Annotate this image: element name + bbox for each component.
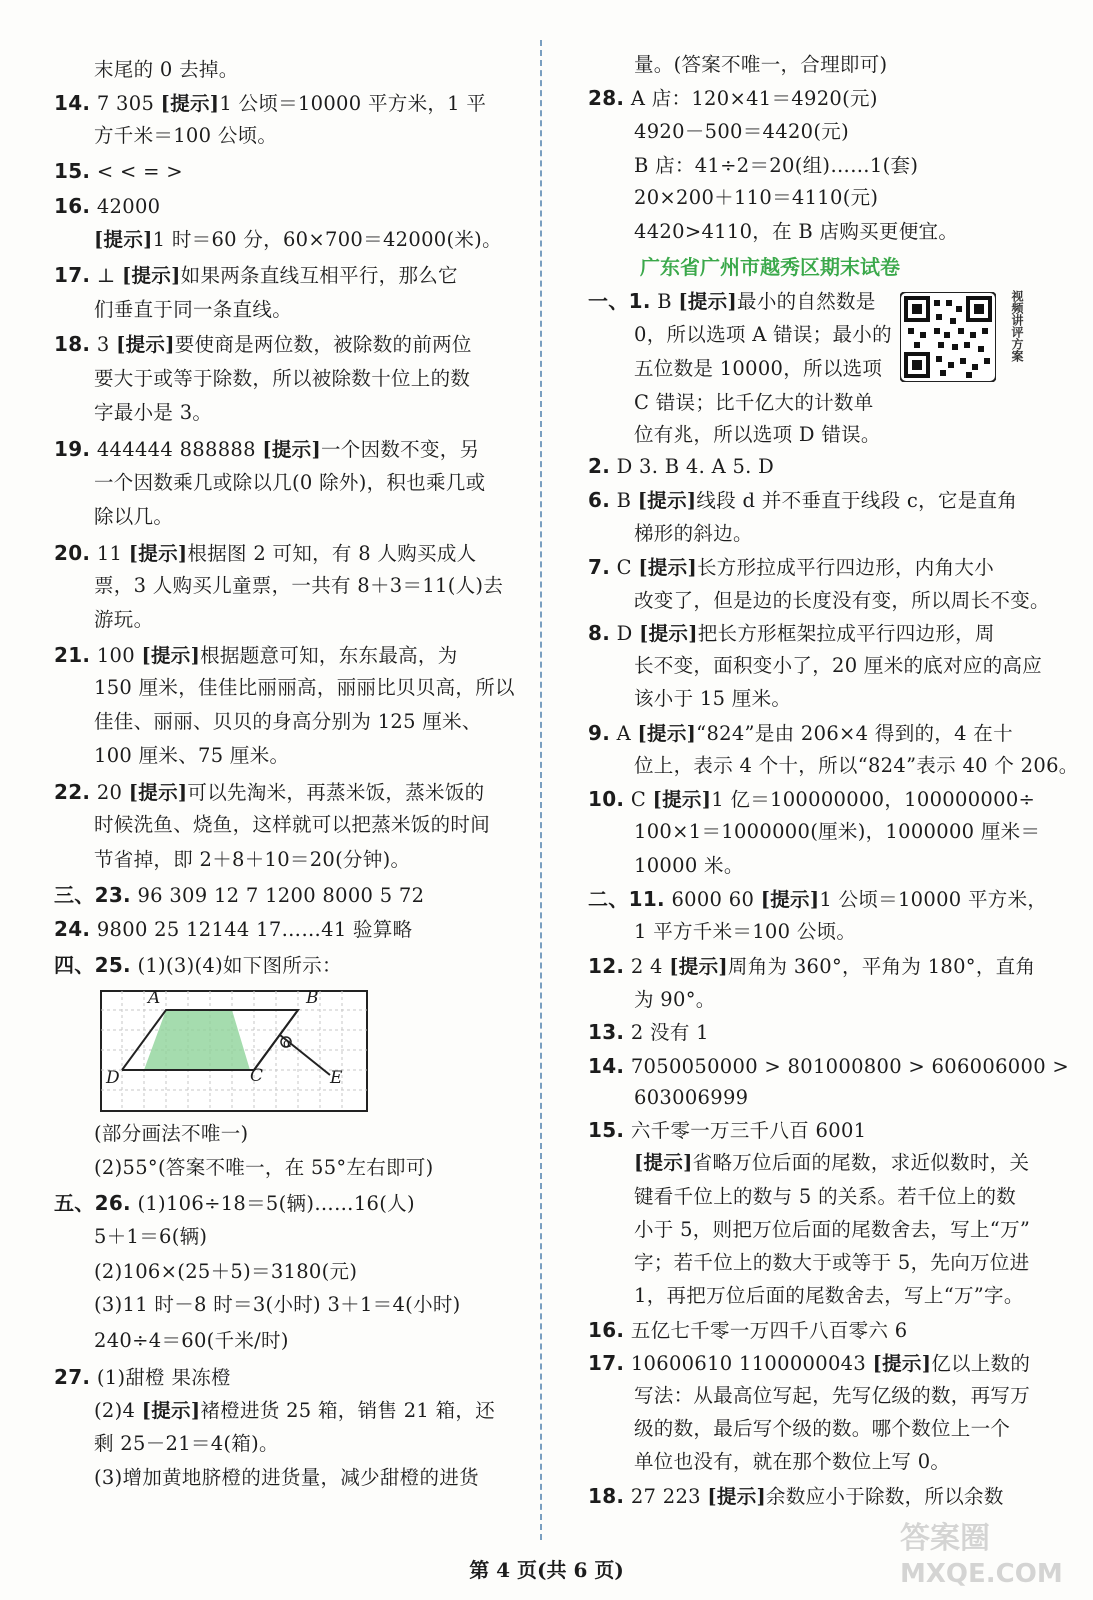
line-text: 1，再把万位后面的尾数舍去，写上“万”字。 [634,1284,1024,1307]
text-line [634,651,1042,681]
text-line [54,1188,415,1219]
line-text: B 店：41÷2＝20(组)……1(套) [634,154,919,177]
text-line [94,1326,289,1356]
line-text: 票，3 人购买儿童票，一共有 8＋3＝11(人)去 [94,574,504,597]
text-line [94,1396,495,1426]
line-text: 3 [96,333,117,356]
hint-text: 褚橙进货 25 箱，销售 21 箱，还 [200,1399,496,1422]
item-number: 9. [588,721,611,745]
text-line [94,1153,434,1183]
text-line [634,917,856,947]
hint-tag: [提示] [638,556,697,579]
item-number: 三、23. [54,883,131,907]
hint-tag: [提示] [141,644,201,667]
line-text: B [657,290,679,313]
text-line [588,286,876,317]
hint-text: 根据图 2 可知，有 8 人购买成人 [187,542,477,565]
line-text: 梯形的斜边。 [634,522,753,545]
hint-text: 如果两条直线互相平行，那么它 [180,264,458,287]
hint-tag: [提示] [141,1399,201,1422]
hint-tag: [提示] [637,722,697,745]
text-line [54,950,342,981]
text-line [634,851,744,881]
text-line [94,707,482,737]
hint-tag: [提示] [637,489,697,512]
text-line [634,684,791,714]
line-text: (部分画法不唯一) [94,1122,249,1145]
section-title: 广东省广州市越秀区期末试卷 [640,255,900,279]
line-text: 键看千位上的数与 5 的关系。若千位上的数 [634,1185,1017,1208]
line-text: 1 平方千米＝100 公顷。 [634,920,857,943]
line-text: 10600610 1100000043 [630,1352,873,1375]
column-divider [540,40,542,1540]
text-line [94,1119,248,1149]
item-number: 18. [54,332,91,356]
text-line [588,1348,1030,1379]
line-text: C [616,556,639,579]
text-line [54,1362,231,1393]
text-line [588,618,995,649]
line-text: 2 没有 1 [630,1021,709,1044]
text-line [634,519,753,549]
line-text: (1)106÷18＝5(辆)……16(人) [137,1192,415,1215]
line-text: 603006999 [634,1086,749,1109]
watermark-logo [890,1510,1080,1590]
text-line [94,1222,207,1252]
text-line [588,884,1047,915]
text-line [634,1215,1030,1245]
text-line [588,451,774,482]
text-line [588,951,1035,982]
text-line [54,191,160,222]
text-line [94,121,277,151]
hint-tag: [提示] [652,788,712,811]
hint-text: 要使商是两位数，被除数的前两位 [174,333,472,356]
item-number: 20. [54,541,91,565]
hint-tag: [提示] [872,1352,932,1375]
hint-tag: [提示] [678,290,738,313]
geometry-figure [100,990,368,1112]
line-text: 节省掉，即 2＋8＋10＝20(分钟)。 [94,848,411,871]
text-line [94,571,503,601]
text-line [94,55,239,85]
text-line [588,552,994,583]
line-text: B [616,489,638,512]
item-number: 17. [588,1351,625,1375]
text-line [634,151,918,181]
line-text: 20×200＋110＝4110(元) [634,186,879,209]
text-line [588,1481,1004,1512]
hint-text: 亿以上数的 [931,1352,1031,1375]
text-line [634,817,1040,847]
text-line [634,1447,950,1477]
text-line [94,364,470,394]
text-line [588,1017,709,1048]
hint-text: 线段 d 并不垂直于线段 c，它是直角 [696,489,1018,512]
line-text: 150 厘米，佳佳比丽丽高，丽丽比贝贝高，所以 [94,676,515,699]
text-line [54,260,458,291]
item-number: 6. [588,488,611,512]
item-number: 15. [54,159,91,183]
line-text: 末尾的 0 去掉。 [94,58,239,81]
hint-tag: [提示] [262,438,321,461]
hint-tag: [提示] [639,622,698,645]
item-number: 15. [588,1118,625,1142]
hint-text: 周角为 360°，平角为 180°，直角 [727,955,1036,978]
item-number: 2. [588,454,611,478]
hint-tag: [提示] [121,264,181,287]
text-line [634,388,874,418]
hint-tag: [提示] [760,888,820,911]
hint-text: “824”是由 206×4 得到的，4 在十 [696,722,1013,745]
item-number: 二、11. [588,887,665,911]
text-line [94,398,212,428]
line-text: 7050050000 > 801000800 > 606006000 > [630,1055,1070,1078]
line-text: 五亿七千零一万四千八百零六 6 [630,1319,908,1342]
svg-text:MXQE.COM: MXQE.COM [900,1559,1063,1589]
hint-tag: [提示] [634,1151,693,1174]
line-text: 5＋1＝6(辆) [94,1225,208,1248]
item-number: 10. [588,787,625,811]
text-line [588,1051,1069,1082]
hint-text: 1 公顷＝10000 平方米，1 平 [219,92,487,115]
text-line [588,83,878,114]
hint-tag: [提示] [160,92,220,115]
line-text: 要大于或等于除数，所以被除数十位上的数 [94,367,471,390]
figure-point-label: D [106,1068,120,1088]
text-line [94,673,515,703]
line-text: 7 305 [96,92,161,115]
line-text: 除以几。 [94,505,174,528]
line-text: 0，所以选项 A 错误；最小的 [634,323,892,346]
hint-text: 长方形拉成平行四边形，内角大小 [697,556,995,579]
text-line [588,485,1017,516]
text-line [634,586,1050,616]
text-line [94,810,490,840]
line-text: A 店：120×41＝4920(元) [630,87,878,110]
qr-label: 视频讲评方案 [1010,290,1024,362]
text-line [54,88,486,119]
line-text: 该小于 15 厘米。 [634,687,792,710]
item-number: 五、26. [54,1191,131,1215]
item-number: 28. [588,86,625,110]
text-line [94,1429,279,1459]
text-line [94,468,485,498]
hint-text: 根据题意可知，东东最高，为 [200,644,458,667]
svg-text:答案圈: 答案圈 [900,1521,990,1556]
text-line [634,1148,1029,1178]
line-text: 10000 米。 [634,854,744,877]
text-line [54,880,424,911]
item-number: 14. [54,91,91,115]
item-number: 8. [588,621,611,645]
text-line [634,320,892,350]
line-text: 27 223 [630,1485,708,1508]
line-text: 2 4 [630,955,670,978]
item-number: 24. [54,917,91,941]
text-line [634,1083,748,1113]
figure-angle-mark: α [283,1036,292,1050]
line-text: 方千米＝100 公顷。 [94,124,278,147]
hint-text: 最小的自然数是 [737,290,876,313]
item-number: 18. [588,1484,625,1508]
line-text: 100 [96,644,142,667]
text-line [634,420,881,450]
item-number: 16. [588,1318,625,1342]
line-text: ⊥ [96,264,122,287]
line-text: 位有兆，所以选项 D 错误。 [634,423,881,446]
text-line [54,640,458,671]
qr-code [900,292,996,382]
item-number: 一、1. [588,289,651,313]
line-text: 4420>4110，在 B 店购买更便宜。 [634,220,959,243]
line-text: 写法：从最高位写起，先写亿级的数，再写万 [634,1384,1031,1407]
hint-text: 把长方形框架拉成平行四边形，周 [697,622,995,645]
text-line [54,329,472,360]
hint-tag: [提示] [128,542,188,565]
line-text: 小于 5，则把万位后面的尾数舍去，写上“万” [634,1218,1031,1241]
text-line [634,1381,1030,1411]
hint-text: 1 公顷＝10000 平方米， [819,888,1048,911]
line-text: 9800 25 12144 17……41 验算略 [96,918,413,941]
line-text: 4920－500＝4420(元) [634,120,849,143]
item-number: 21. [54,643,91,667]
item-number: 22. [54,780,91,804]
item-number: 四、25. [54,953,131,977]
text-line [54,156,183,187]
hint-tag: [提示] [669,955,728,978]
line-text: 6000 60 [671,888,761,911]
text-line [94,295,292,325]
text-line [634,751,1079,781]
hint-text: 省略万位后面的尾数，求近似数时，关 [692,1151,1030,1174]
line-text: 100×1＝1000000(厘米)，1000000 厘米＝ [634,820,1041,843]
line-text: (3)增加黄地脐橙的进货量，减少甜橙的进货 [94,1466,479,1489]
hint-tag: [提示] [707,1485,767,1508]
hint-tag: [提示] [116,333,175,356]
text-line [54,914,412,945]
line-text: 长不变，面积变小了，20 厘米的底对应的高应 [634,654,1043,677]
hint-text: 可以先淘米，再蒸米饭，蒸米饭的 [187,781,485,804]
line-text: A [616,722,638,745]
text-line [588,718,1013,749]
text-line [54,538,476,569]
text-line [634,217,958,247]
hint-text: 1 亿＝100000000，100000000÷ [711,788,1036,811]
text-line [94,845,410,875]
line-text: 佳佳、丽丽、贝贝的身高分别为 125 厘米、 [94,710,482,733]
text-line [634,1248,1029,1278]
figure-point-label: E [330,1068,343,1088]
text-line [634,354,882,384]
line-text: 444444 888888 [96,438,263,461]
line-text: 级的数，最后写个级的数。哪个数位上一个 [634,1417,1011,1440]
line-text: 240÷4＝60(千米/时) [94,1329,289,1352]
text-line [94,741,289,771]
figure-point-label: A [148,988,161,1008]
line-text: 位上，表示 4 个十，所以“824”表示 40 个 206。 [634,754,1079,777]
line-text: 单位也没有，就在那个数位上写 0。 [634,1450,951,1473]
page-footer: 第 4 页(共 6 页) [469,1558,624,1582]
text-line [634,985,716,1015]
hint-text: 一个因数不变，另 [320,438,480,461]
line-text: 剩 25－21＝4(箱)。 [94,1432,279,1455]
line-text: (3)11 时－8 时＝3(小时) 3＋1＝4(小时) [94,1293,461,1316]
item-number: 12. [588,954,625,978]
line-text: 五位数是 10000，所以选项 [634,357,883,380]
line-text: 字；若千位上的数大于或等于 5，先向万位进 [634,1251,1030,1274]
line-text: 11 [96,542,129,565]
item-number: 14. [588,1054,625,1078]
text-line [94,1290,461,1320]
line-text: 时候洗鱼、烧鱼，这样就可以把蒸米饭的时间 [94,813,491,836]
line-text: D 3. B 4. A 5. D [616,455,775,478]
text-line [94,225,502,255]
text-line [54,777,484,808]
line-text: 游玩。 [94,608,154,631]
text-line [94,605,153,635]
item-number: 16. [54,194,91,218]
text-line [588,1115,866,1146]
figure-point-label: B [306,988,319,1008]
text-line [94,1257,357,1287]
line-text: 字最小是 3。 [94,401,213,424]
item-number: 19. [54,437,91,461]
hint-tag: [提示] [128,781,188,804]
line-text: 六千零一万三千八百 6001 [630,1119,867,1142]
line-text: (2)106×(25＋5)＝3180(元) [94,1260,358,1283]
line-text: 20 [96,781,129,804]
text-line [634,1414,1010,1444]
figure-point-label: C [250,1066,264,1086]
line-text: 100 厘米、75 厘米。 [94,744,290,767]
line-text: 改变了，但是边的长度没有变，所以周长不变。 [634,589,1050,612]
text-line [634,1281,1024,1311]
text-line [634,117,849,147]
text-line [634,183,878,213]
line-text: D [616,622,640,645]
text-line [634,1182,1016,1212]
item-number: 7. [588,555,611,579]
line-text: (1)甜橙 果冻橙 [96,1366,231,1389]
item-number: 17. [54,263,91,287]
line-text: C [630,788,653,811]
line-text: (2)4 [94,1399,142,1422]
item-number: 27. [54,1365,91,1389]
hint-text: 余数应小于除数，所以余数 [766,1485,1004,1508]
line-text: (2)55°(答案不唯一，在 55°左右即可) [94,1156,434,1179]
line-text: 42000 [96,195,161,218]
hint-tag: [提示] [94,228,153,251]
item-number: 13. [588,1020,625,1044]
hint-text: 1 时＝60 分，60×700＝42000(米)。 [152,228,502,251]
line-text: 们垂直于同一条直线。 [94,298,293,321]
text-line [94,502,173,532]
text-line [94,1463,479,1493]
line-text: 96 309 12 7 1200 8000 5 72 [137,884,425,907]
text-line [588,1315,907,1346]
text-line [588,784,1035,815]
line-text: 一个因数乘几或除以几(0 除外)，积也乘几或 [94,471,486,494]
text-line [54,434,479,465]
line-text: C 错误；比千亿大的计数单 [634,391,874,414]
line-text: 量。(答案不唯一，合理即可) [634,53,888,76]
line-text: 为 90°。 [634,988,716,1011]
text-line [634,50,887,80]
line-text: (1)(3)(4)如下图所示： [137,954,342,977]
line-text: < < = > [96,160,183,183]
